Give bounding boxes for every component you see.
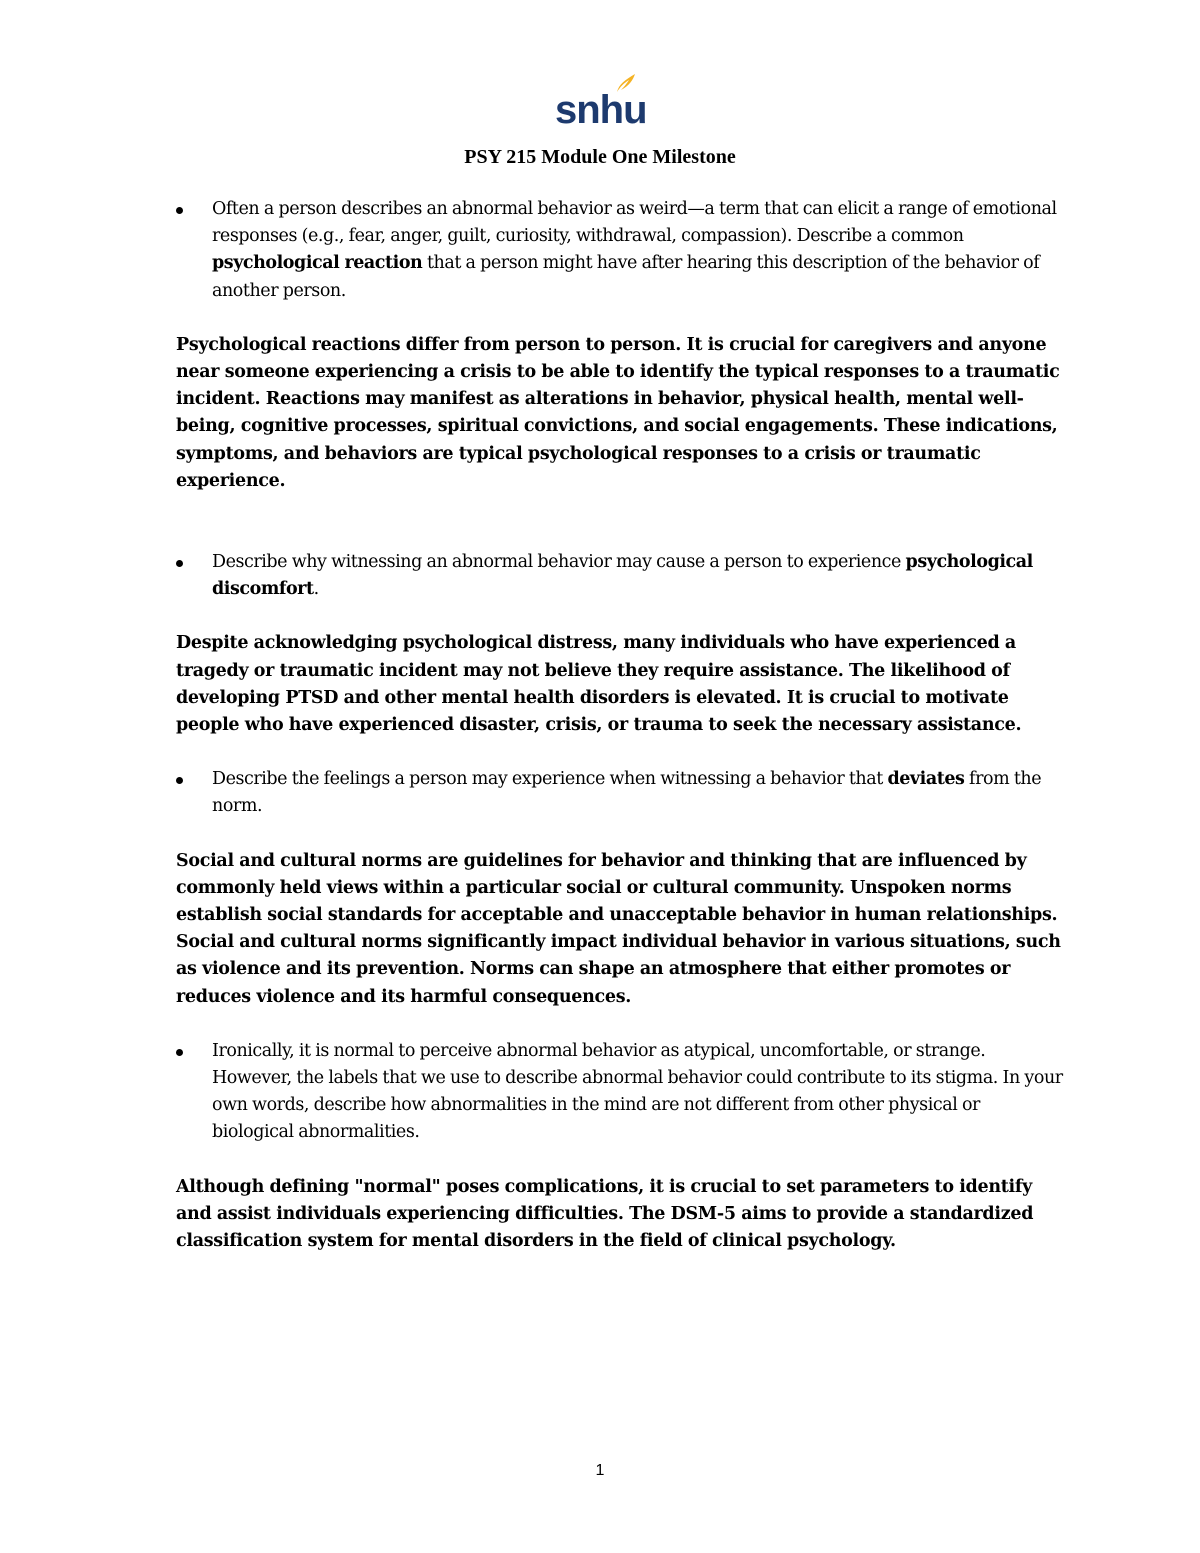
prompt-text-end: . — [313, 579, 319, 600]
prompt-text: Often a person describes an abnormal behavior as weird—a term that can elicit a range of emotional responses (e.g., fear, anger, guilt, curiosity, withdrawal, compassion). Describe a common — [212, 199, 1057, 247]
answer-paragraph-3: Social and cultural norms are guidelines for behavior and thinking that are influenced by commonly held views within a particular social or cultural community. Unspoken norms establish social standards for acceptable and unacceptable behavior in human relationships. Social and cultural norms significantly impact individual behavior in various situations, such as violence and its prevention. Norms can shape an atmosphere that either promotes or reduces violence and its harmful consequences. — [176, 850, 1061, 1007]
answer-paragraph-4: Although defining "normal" poses complications, it is crucial to set parameters to identify and assist individuals experiencing difficulties. The DSM-5 aims to provide a standardized classification system for mental disorders in the field of clinical psychology. — [176, 1176, 1034, 1252]
prompt-emphasis: deviates — [887, 769, 965, 790]
prompt-text-end: that a person might have after hearing this description of the behavior of another person. — [212, 253, 1040, 301]
answer-paragraph-2: Despite acknowledging psychological distress, many individuals who have experienced a tragedy or traumatic incident may not believe they require assistance. The likelihood of developing PTSD and other mental health disorders is elevated. It is crucial to motivate people who have experienced disaster, crisis, or trauma to seek the necessary assistance. — [176, 633, 1022, 736]
logo-wordmark: snhu — [555, 88, 647, 132]
bullet-icon — [176, 207, 183, 214]
snhu-logo — [555, 72, 647, 134]
bullet-icon — [176, 1049, 183, 1056]
page-title: PSY 215 Module One Milestone — [464, 146, 736, 168]
bullet-icon — [176, 777, 183, 784]
prompt-item-4 — [176, 1038, 1066, 1147]
prompt-emphasis: psychological reaction — [212, 253, 423, 274]
prompt-item-1 — [176, 196, 1066, 305]
prompt-text: Describe the feelings a person may experience when witnessing a behavior that — [212, 769, 888, 790]
prompt-item-2 — [176, 549, 1066, 603]
document-body — [176, 196, 1066, 1255]
answer-paragraph-1: Psychological reactions differ from person to person. It is crucial for caregivers and anyone near someone experiencing a crisis to be able to identify the typical responses to a traumatic incident. Reactions may manifest as alterations in behavior, physical health, mental well-being, cognitive processes, spiritual convictions, and social engagements. These indications, symptoms, and behaviors are typical psychological responses to a crisis or traumatic experience. — [176, 334, 1060, 491]
prompt-text-end: from the norm. — [212, 769, 1042, 817]
bullet-icon — [176, 560, 183, 567]
prompt-text: Describe why witnessing an abnormal behavior may cause a person to experience — [212, 552, 906, 573]
page-number: 1 — [595, 1462, 605, 1479]
prompt-item-3 — [176, 766, 1066, 820]
prompt-text: Ironically, it is normal to perceive abnormal behavior as atypical, uncomfortable, or strange. However, the labels that we use to describe abnormal behavior could contribute to its stigma. In your own words, describe how abnormalities in the mind are not different from other physical or biological abnormalities. — [212, 1040, 1063, 1143]
prompt-emphasis: psychological discomfort — [212, 552, 1033, 600]
